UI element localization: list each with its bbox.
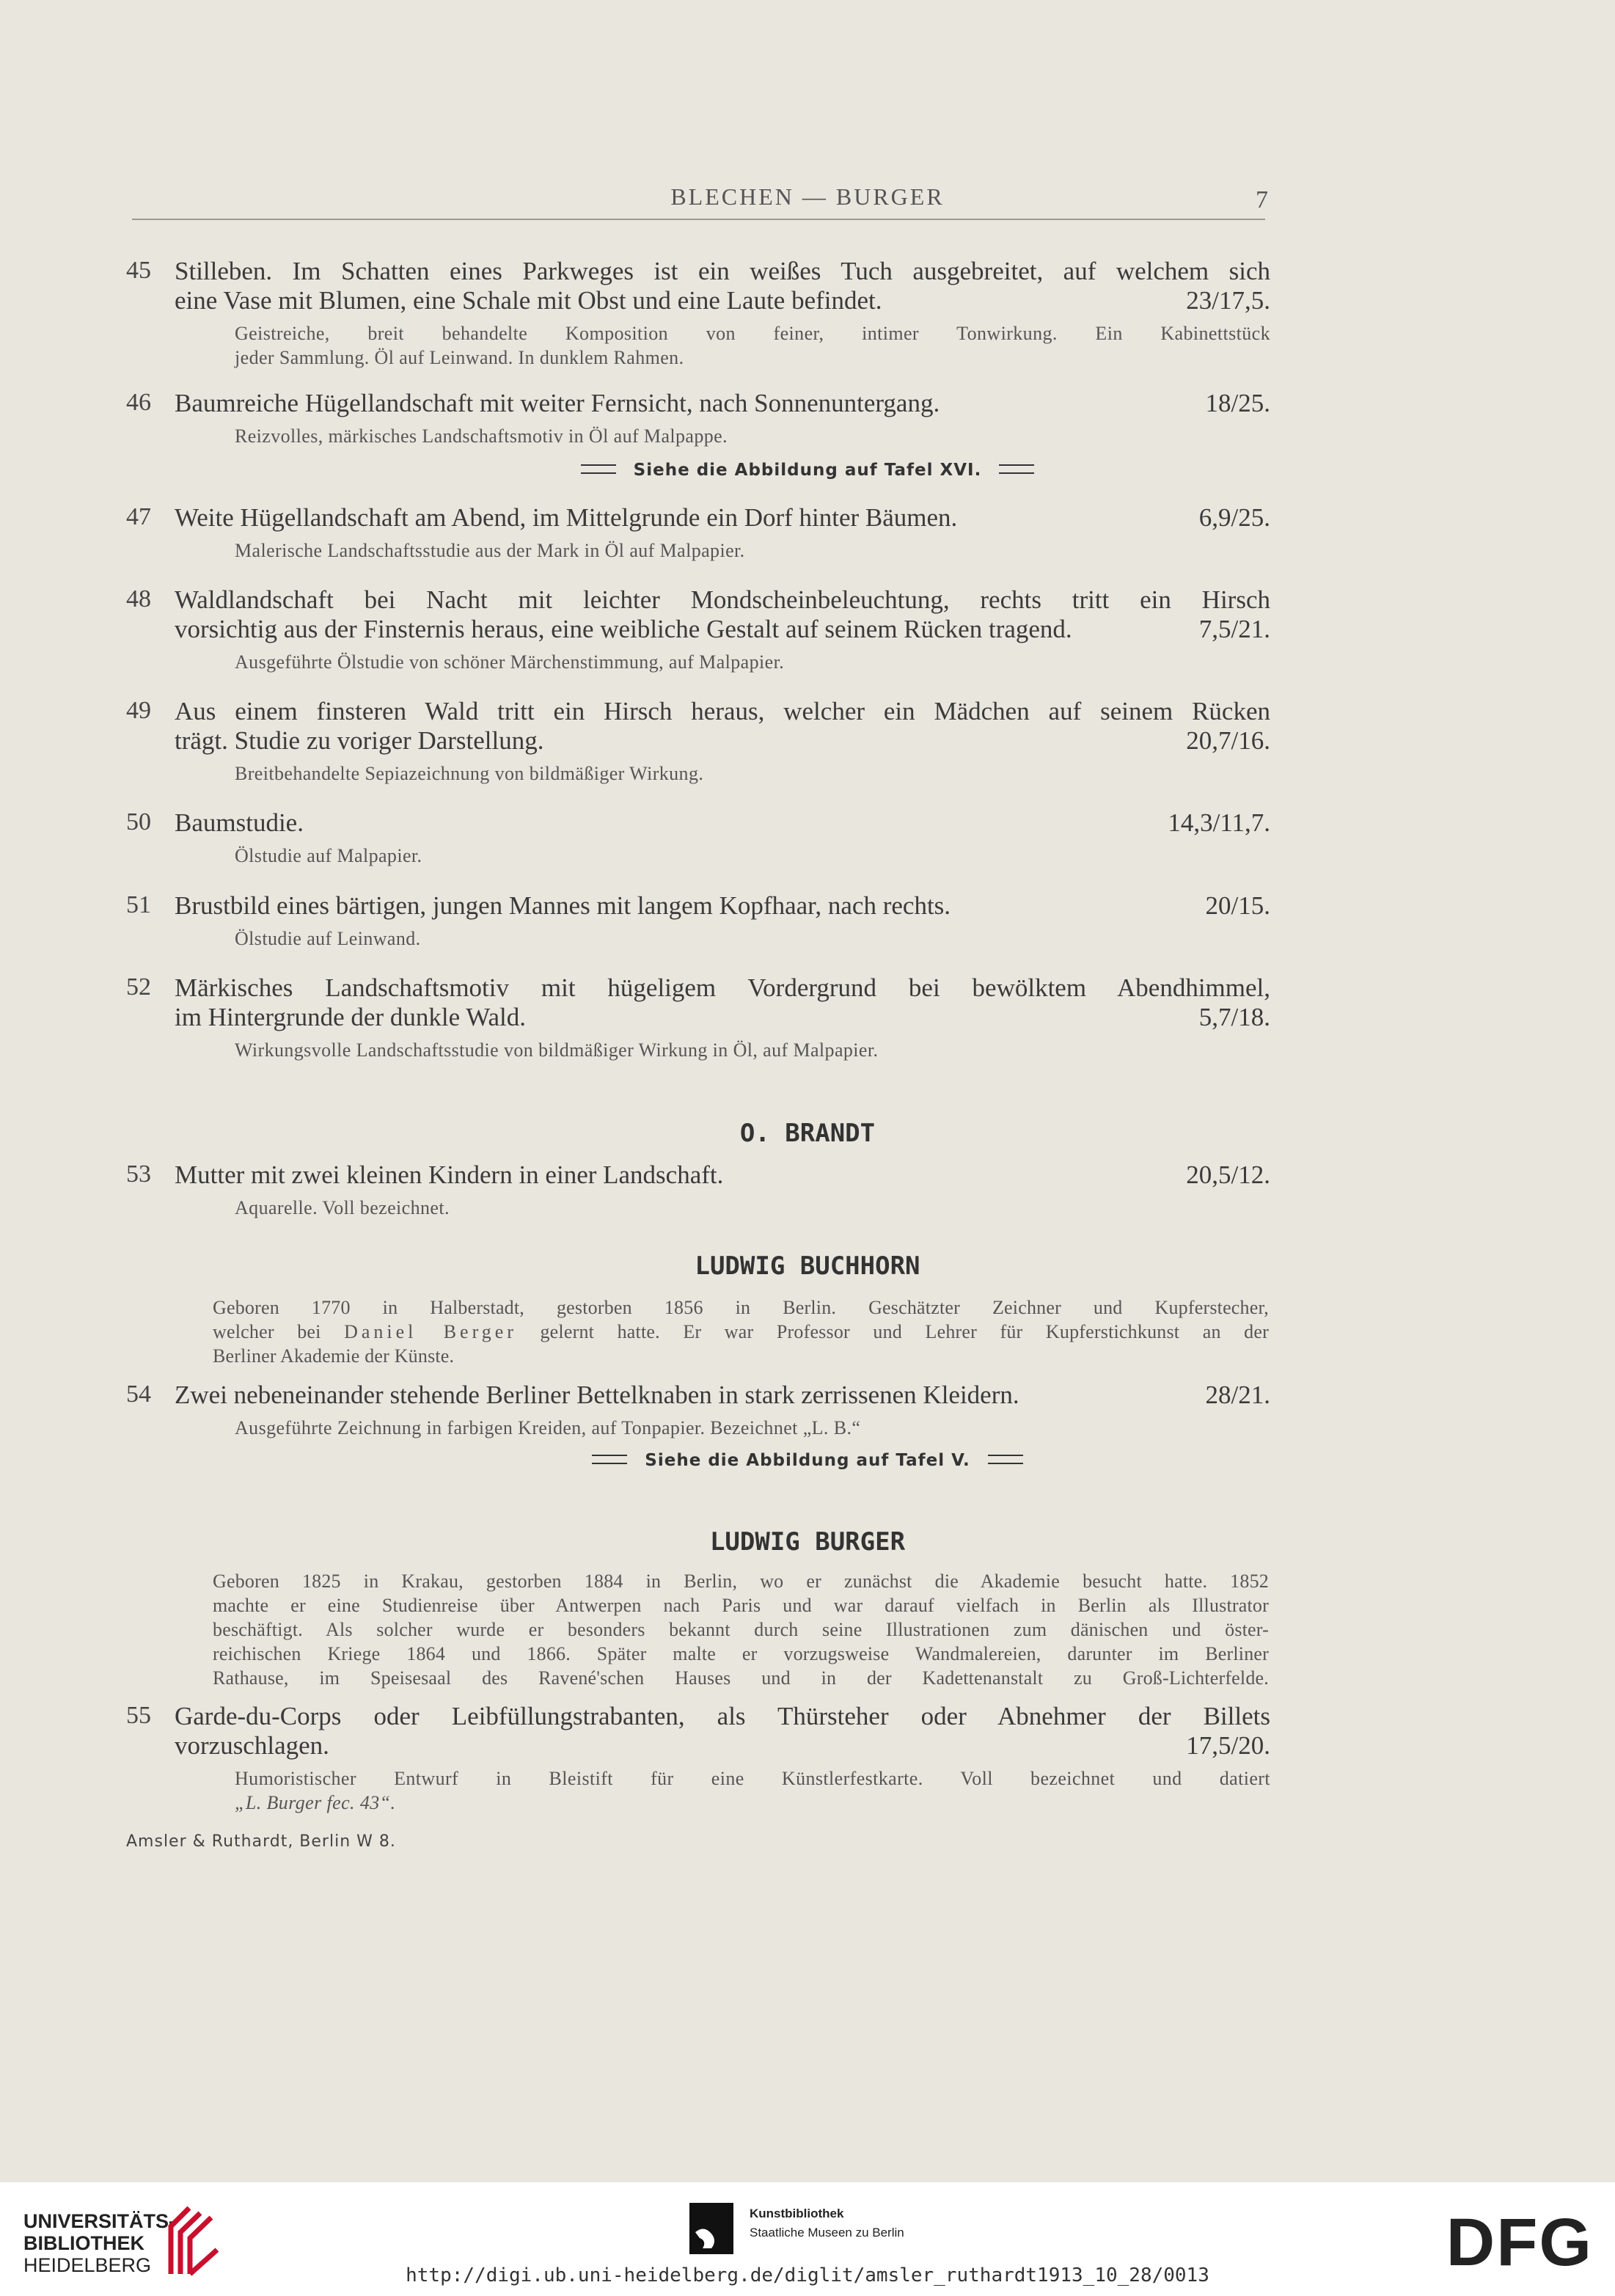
university-library-logo[interactable]: UNIVERSITÄTS- BIBLIOTHEK HEIDELBERG: [23, 2210, 176, 2276]
item-size: 17,5/20.: [1186, 1731, 1270, 1760]
item-size: 14,3/11,7.: [1168, 808, 1270, 837]
item-number: 52: [126, 973, 151, 1001]
catalog-item-48: [126, 585, 1270, 674]
item-description: Humoristischer Entwurf in Bleistift für eine Künstlerfestkarte. Voll bezeichnet und datiert „L. Burger fec. 43“.: [235, 1768, 1270, 1813]
item-title-line: vorzuschlagen. 17,5/20.: [175, 1731, 1270, 1760]
item-number: 55: [126, 1702, 151, 1729]
item-title-line: Stilleben. Im Schatten eines Parkweges ist ein weißes Tuch ausgebreitet, auf welchem sich: [175, 257, 1270, 285]
catalog-item-51: [126, 891, 1270, 951]
item-number: 49: [126, 697, 151, 724]
catalog-item-45: [126, 257, 1270, 370]
printer-imprint: Amsler & Ruthardt, Berlin W 8.: [126, 1832, 396, 1851]
item-size: 28/21.: [1205, 1381, 1270, 1409]
catalog-item-46: [126, 389, 1270, 448]
item-size: 18/25.: [1205, 389, 1270, 417]
item-description: Wirkungsvolle Landschaftsstudie von bildmäßiger Wirkung in Öl, auf Malpapier.: [235, 1039, 879, 1061]
item-description: Malerische Landschaftsstudie aus der Mark in Öl auf Malpapier.: [235, 540, 745, 561]
artist-biography-buchhorn: Geboren 1770 in Halberstadt, gestorben 1856 in Berlin. Geschätzter Zeichner und Kupferstecher, welcher bei Daniel Berger gelernt hatte. Er war Professor und Lehrer für Kupferstichkunst an der Berliner Akademie der Künste.: [213, 1297, 1269, 1367]
item-size: 6,9/25.: [1198, 503, 1270, 532]
item-title-line: Garde-du-Corps oder Leibfüllungstrabanten, als Thürsteher oder Abnehmer der Billets: [175, 1702, 1270, 1730]
item-size: 7,5/21.: [1198, 615, 1270, 643]
item-size: 20,7/16.: [1186, 726, 1270, 755]
catalog-item-55: [126, 1702, 1270, 1815]
item-title-line: Baumstudie. 14,3/11,7.: [175, 808, 1270, 837]
item-title-line: Zwei nebeneinander stehende Berliner Bettelknaben in stark zerrissenen Kleidern. 28/21.: [175, 1381, 1270, 1409]
item-number: 45: [126, 257, 151, 284]
item-title-line: Märkisches Landschaftsmotiv mit hügeligem Vordergrund bei bewölktem Abendhimmel,: [175, 973, 1270, 1002]
item-number: 47: [126, 503, 151, 530]
item-size: 23/17,5.: [1186, 286, 1270, 315]
item-title-line: Weite Hügellandschaft am Abend, im Mittelgrunde ein Dorf hinter Bäumen. 6,9/25.: [175, 503, 1270, 532]
artist-heading-buchhorn: LUDWIG BUCHHORN: [695, 1251, 920, 1281]
item-size: 20,5/12.: [1186, 1160, 1270, 1189]
catalog-item-47: [126, 503, 1270, 563]
catalog-item-52: [126, 973, 1270, 1062]
item-number: 54: [126, 1381, 151, 1408]
item-number: 53: [126, 1160, 151, 1188]
catalog-item-53: [126, 1160, 1270, 1220]
item-description: Geistreiche, breit behandelte Komposition von feiner, intimer Tonwirkung. Ein Kabinettstück jeder Sammlung. Öl auf Leinwand. In dunklem Rahmen.: [235, 323, 1270, 368]
item-title-line: trägt. Studie zu voriger Darstellung. 20,7/16.: [175, 726, 1270, 755]
item-number: 46: [126, 389, 151, 416]
item-title-line: Baumreiche Hügellandschaft mit weiter Fernsicht, nach Sonnenuntergang. 18/25.: [175, 389, 1270, 417]
item-description: Ölstudie auf Malpapier.: [235, 845, 422, 866]
see-plate-note: Siehe die Abbildung auf Tafel V.: [0, 1451, 1615, 1470]
page-number: 7: [1256, 186, 1268, 213]
catalog-item-49: [126, 697, 1270, 786]
digitization-footer: UNIVERSITÄTS- BIBLIOTHEK HEIDELBERG Kunstbibliothek Staatliche Museen zu Berlin DFG http://digi.ub.uni-heidelberg.de/diglit/amsler_ruthardt1913_10_28/0013: [0, 2182, 1615, 2296]
item-title-line: Waldlandschaft bei Nacht mit leichter Mondscheinbeleuchtung, rechts tritt ein Hirsch: [175, 585, 1270, 614]
running-header: BLECHEN — BURGER: [670, 183, 945, 210]
item-number: 48: [126, 585, 151, 613]
item-title-line: vorsichtig aus der Finsternis heraus, eine weibliche Gestalt auf seinem Rücken tragend. 7,5/21.: [175, 615, 1270, 643]
artist-heading-burger: LUDWIG BURGER: [709, 1527, 906, 1557]
permalink-url[interactable]: http://digi.ub.uni-heidelberg.de/diglit/amsler_ruthardt1913_10_28/0013: [406, 2264, 1209, 2286]
header-rule: [132, 219, 1265, 220]
item-size: 20/15.: [1205, 891, 1270, 920]
item-title-line: Brustbild eines bärtigen, jungen Mannes mit langem Kopfhaar, nach rechts. 20/15.: [175, 891, 1270, 920]
item-title-line: eine Vase mit Blumen, eine Schale mit Obst und eine Laute befindet. 23/17,5.: [175, 286, 1270, 315]
artist-heading-brandt: O. BRANDT: [739, 1119, 876, 1148]
catalog-item-54: [126, 1381, 1270, 1440]
item-description: Breitbehandelte Sepiazeichnung von bildmäßiger Wirkung.: [235, 763, 704, 784]
dfg-logo[interactable]: DFG: [1446, 2205, 1593, 2280]
item-description: Aquarelle. Voll bezeichnet.: [235, 1197, 450, 1218]
item-title-line: Aus einem finsteren Wald tritt ein Hirsch heraus, welcher ein Mädchen auf seinem Rücken: [175, 697, 1270, 725]
item-description: Ausgeführte Zeichnung in farbigen Kreiden, auf Tonpapier. Bezeichnet „L. B.“: [235, 1417, 861, 1438]
catalog-item-50: [126, 808, 1270, 868]
item-description: Ölstudie auf Leinwand.: [235, 928, 421, 949]
item-title-line: Mutter mit zwei kleinen Kindern in einer Landschaft. 20,5/12.: [175, 1160, 1270, 1189]
see-plate-note: Siehe die Abbildung auf Tafel XVI.: [0, 461, 1615, 480]
spaced-name: Daniel Berger: [344, 1321, 517, 1342]
artist-biography-burger: Geboren 1825 in Krakau, gestorben 1884 in Berlin, wo er zunächst die Akademie besucht hatte. 1852 machte er eine Studienreise über Antwerpen nach Paris und war darauf vielfach in Berlin als Illustrator beschäftigt. Als solcher wurde er besonders bekannt durch seine Illustrationen zum dänischen und öster- reichischen Kriege 1864 und 1866. Später malte er vorzugsweise Wandmalereien, darunter im Berliner Rathause, im Speisesaal des Ravené'schen Hauses und in der Kadettenanstalt zu Groß-Lichterfelde.: [213, 1571, 1269, 1689]
item-description: Reizvolles, märkisches Landschaftsmotiv in Öl auf Malpappe.: [235, 425, 728, 447]
item-description: Ausgeführte Ölstudie von schöner Märchenstimmung, auf Malpapier.: [235, 651, 785, 673]
item-size: 5,7/18.: [1198, 1003, 1270, 1031]
item-number: 51: [126, 891, 151, 918]
item-title-line: im Hintergrunde der dunkle Wald. 5,7/18.: [175, 1003, 1270, 1031]
item-number: 50: [126, 808, 151, 836]
kunstbibliothek-mark-icon: [689, 2203, 733, 2254]
